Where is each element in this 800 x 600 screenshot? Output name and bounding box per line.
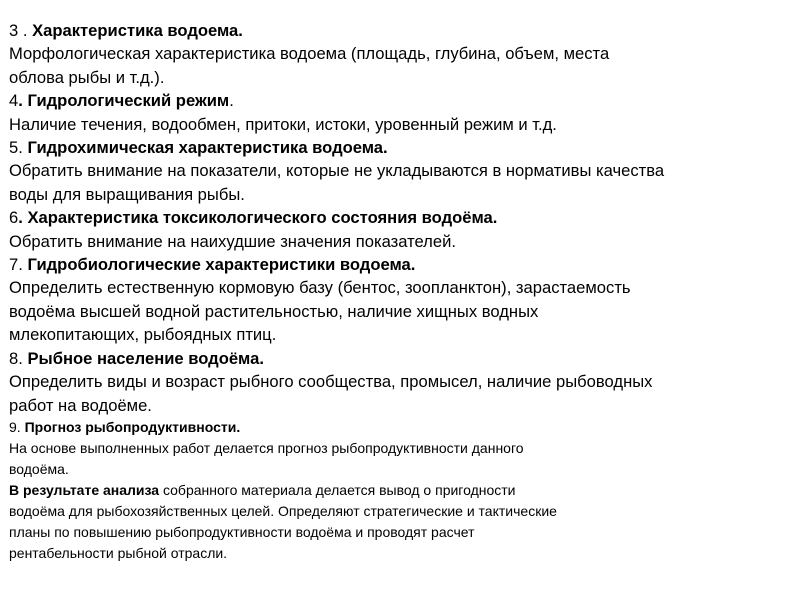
section-number: 7. [9, 255, 28, 275]
section-5-heading [9, 136, 800, 159]
section-6-heading [9, 206, 800, 229]
section-3-heading [9, 19, 800, 42]
section-title: Гидрохимическая характеристика водоема. [27, 138, 388, 158]
section-7-body-line: Определить естественную кормовую базу (бентос, зоопланктон), зарастаемость [9, 278, 631, 298]
section-9-heading [9, 417, 800, 438]
section-8-body-line: работ на водоёме. [9, 395, 152, 415]
conclusion-line: рентабельности рыбной отрасли. [9, 544, 228, 561]
section-4-heading [9, 89, 800, 112]
section-title-suffix: . [229, 91, 234, 111]
section-title: Прогноз рыбопродуктивности. [24, 418, 241, 435]
section-number: 3 . [9, 21, 33, 40]
section-3-body-line: облова рыбы и т.д.). [9, 67, 165, 87]
section-6-body-line: Обратить внимание на наихудшие значения показателей. [9, 231, 456, 251]
conclusion-lead: В результате анализа [9, 481, 160, 498]
section-number: 4 [9, 91, 19, 111]
section-5-body-line: Обратить внимание на показатели, которые не укладываются в нормативы качества [9, 161, 665, 181]
section-8-heading [9, 347, 800, 370]
section-4-body-line: Наличие течения, водообмен, притоки, истоки, уровенный режим и т.д. [9, 114, 557, 134]
section-7-body-line: млекопитающих, рыбоядных птиц. [9, 325, 277, 345]
section-8-body-line: Определить виды и возраст рыбного сообщества, промысел, наличие рыбоводных [9, 372, 653, 392]
section-title: Характеристика водоема. [32, 21, 243, 40]
section-9-body-line: водоёма. [9, 460, 69, 477]
conclusion-line: планы по повышению рыбопродуктивности водоёма и проводят расчет [9, 523, 475, 540]
section-title: . Характеристика токсикологического состояния водоёма. [18, 208, 498, 228]
conclusion-first-line [9, 480, 800, 501]
section-7-heading [9, 253, 800, 276]
section-title: Гидробиологические характеристики водоема. [27, 255, 416, 275]
section-number: 5. [9, 138, 28, 158]
section-9-body-line: На основе выполненных работ делается прогноз рыбопродуктивности данного [9, 439, 524, 456]
section-5-body-line: воды для выращивания рыбы. [9, 184, 245, 204]
section-number: 8. [9, 348, 28, 368]
section-title: . Гидрологический режим [18, 91, 230, 111]
section-7-body-line: водоёма высшей водной растительностью, наличие хищных водных [9, 301, 539, 321]
section-3-body-line: Морфологическая характеристика водоема (площадь, глубина, объем, места [9, 44, 610, 64]
section-title: Рыбное население водоёма. [27, 348, 264, 368]
section-number: 9. [9, 418, 25, 435]
conclusion-text: собранного материала делается вывод о пригодности [159, 481, 516, 498]
conclusion-line: водоёма для рыбохозяйственных целей. Определяют стратегические и тактические [9, 502, 557, 519]
section-number: 6 [9, 208, 19, 228]
